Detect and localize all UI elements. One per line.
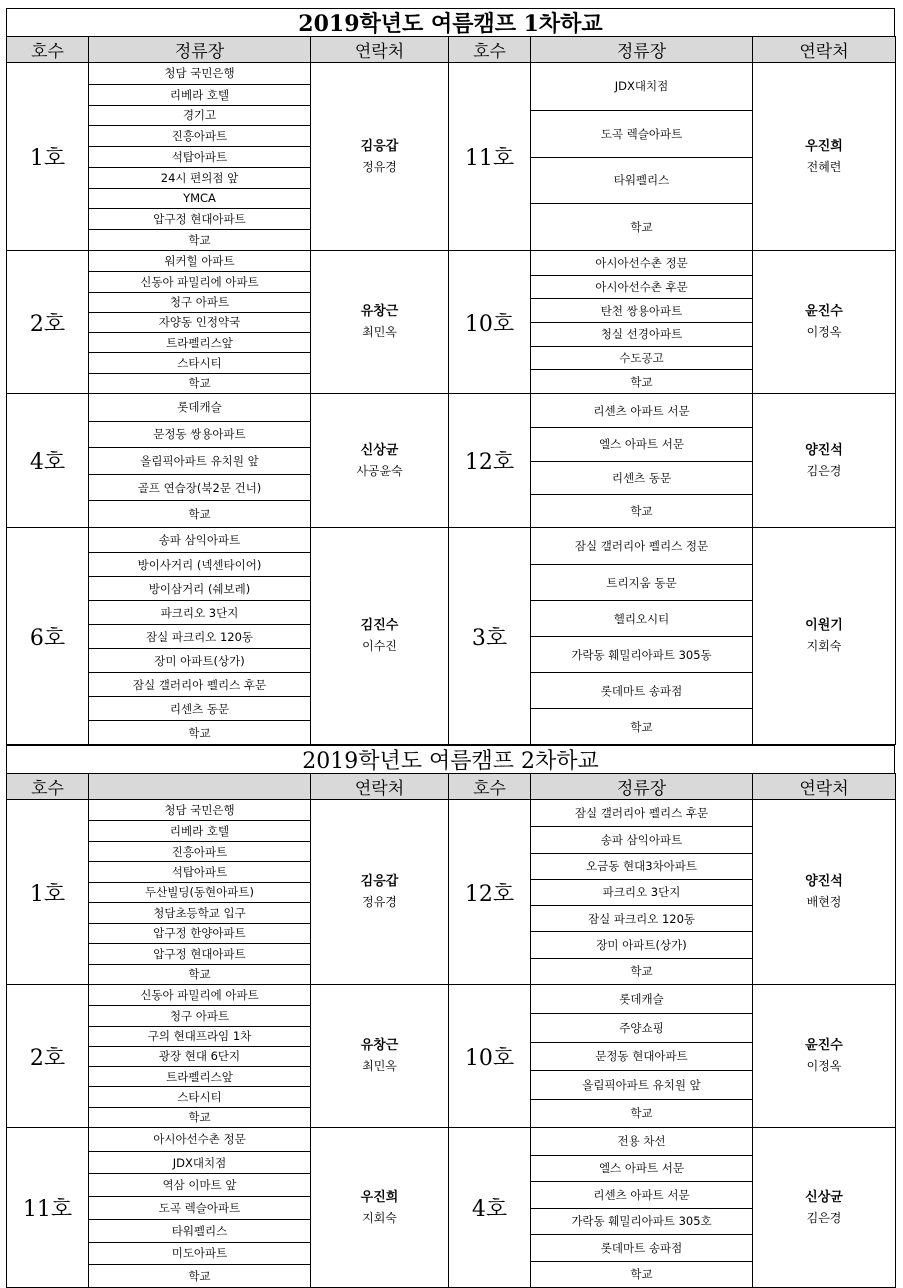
stop-item: 학교	[89, 720, 310, 744]
stop-item: 자양동 인정약국	[89, 312, 310, 332]
stop-item: 스타시티	[89, 1086, 310, 1106]
stop-item: 학교	[89, 373, 310, 393]
contact-sub-name: 이수진	[362, 639, 397, 653]
contact-cell	[753, 528, 896, 745]
header-stops: 정류장	[531, 37, 753, 63]
bus-number: 1호	[7, 800, 89, 985]
stop-item: 청실 선경아파트	[531, 322, 752, 346]
stop-item: 방이사거리 (넥센타이어)	[89, 552, 310, 576]
stop-list	[89, 800, 311, 985]
header-bus: 호수	[449, 774, 531, 800]
stop-item: 학교	[531, 958, 752, 984]
contact-name: 신상균	[805, 1189, 843, 1205]
stop-item: 청담 국민은행	[164, 66, 235, 81]
stop-item: 압구정 한양아파트	[89, 923, 310, 943]
stop-item: 광장 현대 6단지	[89, 1046, 310, 1066]
bus-number: 12호	[449, 394, 531, 528]
stop-item: 신동아 파밀리에 아파트	[89, 271, 310, 291]
stop-item: 석탑아파트	[89, 861, 310, 881]
section-1-header-row	[7, 37, 896, 63]
stop-item: 도곡 렉슬아파트	[531, 110, 752, 157]
contact-name: 윤진수	[805, 304, 843, 319]
stop-item: 트라펠리스앞	[89, 1066, 310, 1086]
contact-cell	[311, 1128, 449, 1288]
contact-sub-name: 정유경	[362, 159, 397, 174]
stop-item: 엘스 아파트 서문	[531, 427, 752, 460]
stop-item: 두산빌딩(동현아파트)	[89, 882, 310, 902]
stop-item: 학교	[531, 203, 752, 250]
header-stops	[89, 774, 311, 800]
stop-item: 골프 연습장(북2문 건너)	[89, 474, 310, 501]
contact-cell	[753, 394, 896, 528]
stop-item: 롯데마트 송파점	[531, 672, 752, 708]
stop-item: 리센츠 아파트 서문	[593, 403, 690, 418]
contact-name: 윤진수	[805, 1038, 843, 1053]
stop-item: 올림픽아파트 유치원 앞	[89, 447, 310, 474]
bus-number: 11호	[7, 1128, 89, 1288]
stop-item: JDX대치점	[614, 79, 669, 94]
contact-name: 신상균	[360, 442, 399, 458]
stop-item: 구의 현대프라임 1차	[89, 1026, 310, 1046]
section-1-title: 2019학년도 여름캠프 1차하교	[6, 8, 895, 36]
contact-cell	[753, 251, 896, 394]
bus-number: 3호	[449, 528, 531, 745]
stop-item: 방이삼거리 (쉐보레)	[89, 576, 310, 600]
contact-cell	[311, 251, 449, 394]
header-contact: 연락처	[753, 37, 896, 63]
stop-item: 송파 삼익아파트	[531, 826, 752, 852]
contact-sub-name: 사공윤숙	[356, 463, 403, 478]
contact-cell	[311, 800, 449, 985]
stop-item: 24시 편의점 앞	[89, 167, 310, 188]
contact-cell	[311, 63, 449, 251]
bus-number: 4호	[449, 1128, 531, 1288]
stop-item: 워커힐 아파트	[164, 254, 235, 269]
stop-item: 롯데캐슬	[619, 992, 664, 1007]
bus-number: 1호	[7, 63, 89, 251]
stop-item: 전용 차선	[617, 1134, 666, 1149]
stop-item: 장미 아파트(상가)	[531, 931, 752, 957]
header-bus: 호수	[7, 37, 89, 63]
route-row	[7, 394, 896, 528]
stop-item: 주양쇼핑	[531, 1013, 752, 1041]
header-bus: 호수	[7, 774, 89, 800]
stop-list	[531, 251, 753, 394]
contact-name: 김진수	[360, 618, 399, 633]
stop-list	[89, 528, 311, 745]
section-2-header-row	[7, 774, 896, 800]
stop-item: 수도공고	[531, 346, 752, 370]
contact-name: 양진석	[805, 442, 843, 458]
contact-sub-name: 김은경	[806, 1210, 842, 1225]
stop-item: 가락동 훼밀리아파트 305동	[531, 636, 752, 672]
stop-item: 청담초등학교 입구	[89, 902, 310, 922]
stop-item: 학교	[531, 708, 752, 744]
stop-item: 탄천 쌍용아파트	[531, 298, 752, 322]
stop-item: 트리지움 동문	[531, 564, 752, 600]
stop-item: 롯데캐슬	[177, 400, 222, 415]
contact-cell	[311, 394, 449, 528]
route-row	[7, 251, 896, 394]
stop-list	[89, 1128, 311, 1288]
contact-name: 우진희	[360, 1189, 399, 1205]
bus-number: 10호	[449, 251, 531, 394]
stop-list	[531, 528, 753, 745]
stop-item: 학교	[89, 229, 310, 250]
stop-item: 청구 아파트	[89, 292, 310, 312]
stop-list	[89, 394, 311, 528]
stop-list	[89, 985, 311, 1128]
stop-item: 리센츠 동문	[531, 461, 752, 494]
contact-cell	[311, 528, 449, 745]
section-2-table	[6, 773, 896, 1288]
stop-list	[531, 985, 753, 1128]
bus-number: 11호	[449, 63, 531, 251]
contact-sub-name: 정유경	[362, 895, 397, 909]
stop-list	[531, 63, 753, 251]
document	[6, 8, 895, 1288]
stop-item: 문정동 쌍용아파트	[89, 421, 310, 448]
stop-item: 압구정 현대아파트	[89, 943, 310, 963]
route-row	[7, 1128, 896, 1288]
stop-item: 잠실 갤러리아 펠리스 정문	[574, 539, 709, 553]
stop-item: 청담 국민은행	[164, 803, 235, 818]
stop-item: 파크리오 3단지	[89, 600, 310, 624]
stop-item: 아시아선수촌 후문	[531, 275, 752, 299]
route-row	[7, 800, 896, 985]
bus-number: 2호	[7, 251, 89, 394]
contact-cell	[311, 985, 449, 1128]
stop-item: 아시아선수촌 정문	[153, 1132, 246, 1147]
stop-item: 경기고	[89, 105, 310, 126]
stop-item: 학교	[531, 1261, 752, 1288]
stop-item: 잠실 파크리오 120동	[531, 905, 752, 931]
bus-number: 2호	[7, 985, 89, 1128]
stop-item: 트라펠리스앞	[89, 332, 310, 352]
stop-item: 장미 아파트(상가)	[89, 648, 310, 672]
stop-item: 롯데마트 송파점	[531, 1234, 752, 1261]
contact-name: 유창근	[360, 1038, 399, 1053]
stop-list	[531, 800, 753, 985]
contact-name: 김응갑	[360, 874, 399, 889]
stop-item: 잠실 갤러리아 펠리스 후문	[89, 672, 310, 696]
stop-item: 리베라 호텔	[89, 84, 310, 105]
bus-number: 6호	[7, 528, 89, 745]
stop-item: 진흥아파트	[89, 841, 310, 861]
contact-sub-name: 전혜련	[806, 159, 842, 174]
contact-name: 우진희	[805, 138, 843, 154]
stop-item: 학교	[531, 1099, 752, 1127]
header-contact: 연락처	[311, 37, 449, 63]
stop-item: 파크리오 3단지	[531, 879, 752, 905]
contact-cell	[753, 1128, 896, 1288]
stop-item: 미도아파트	[89, 1242, 310, 1265]
contact-sub-name: 지회숙	[362, 1210, 397, 1225]
stop-item: 역삼 이마트 앞	[89, 1173, 310, 1196]
stop-item: 학교	[89, 500, 310, 527]
header-bus: 호수	[449, 37, 531, 63]
stop-item: 올림픽아파트 유치원 앞	[531, 1070, 752, 1098]
stop-item: 리베라 호텔	[89, 820, 310, 840]
stop-item: 잠실 파크리오 120동	[89, 624, 310, 648]
stop-item: 학교	[89, 1107, 310, 1127]
stop-item: 학교	[531, 369, 752, 393]
stop-item: 압구정 현대아파트	[89, 208, 310, 229]
contact-cell	[753, 63, 896, 251]
stop-item: 석탑아파트	[89, 146, 310, 167]
contact-sub-name: 최민옥	[362, 1059, 397, 1073]
stop-item: 엘스 아파트 서문	[531, 1155, 752, 1182]
stop-item: 송파 삼익아파트	[158, 533, 241, 547]
contact-name: 김응갑	[360, 138, 399, 154]
stop-item: 가락동 훼밀리아파트 305호	[531, 1208, 752, 1235]
contact-cell	[753, 800, 896, 985]
route-row	[7, 528, 896, 745]
bus-number: 10호	[449, 985, 531, 1128]
contact-sub-name: 이정옥	[806, 325, 842, 339]
bus-number: 12호	[449, 800, 531, 985]
stop-item: 진흥아파트	[89, 125, 310, 146]
header-contact: 연락처	[311, 774, 449, 800]
contact-sub-name: 최민옥	[362, 325, 397, 339]
stop-item: JDX대치점	[89, 1151, 310, 1174]
stop-list	[89, 63, 311, 251]
contact-name: 양진석	[805, 874, 843, 889]
stop-list	[531, 1128, 753, 1288]
route-row	[7, 985, 896, 1128]
stop-item: 타워펠리스	[89, 1219, 310, 1242]
stop-item: 스타시티	[89, 352, 310, 372]
stop-item: 학교	[89, 1264, 310, 1287]
header-stops: 정류장	[89, 37, 311, 63]
header-stops: 정류장	[531, 774, 753, 800]
stop-item: 리센츠 아파트 서문	[531, 1181, 752, 1208]
stop-item: 문정동 현대아파트	[531, 1042, 752, 1070]
contact-sub-name: 지회숙	[806, 639, 842, 653]
stop-item: 타워펠리스	[531, 157, 752, 204]
stop-item: 헬리오시티	[531, 600, 752, 636]
contact-cell	[753, 985, 896, 1128]
route-row	[7, 63, 896, 251]
stop-item: 신동아 파밀리에 아파트	[140, 988, 259, 1003]
stop-item: YMCA	[89, 188, 310, 209]
section-1-table	[6, 36, 896, 745]
stop-item: 잠실 갤러리아 펠리스 후문	[574, 806, 709, 821]
contact-name: 유창근	[360, 304, 399, 319]
stop-item: 아시아선수촌 정문	[595, 255, 688, 270]
stop-item: 리센츠 동문	[89, 696, 310, 720]
stop-list	[89, 251, 311, 394]
stop-item: 청구 아파트	[89, 1005, 310, 1025]
stop-list	[531, 394, 753, 528]
section-2-title: 2019학년도 여름캠프 2차하교	[6, 745, 895, 773]
stop-item: 오금동 현대3차아파트	[531, 853, 752, 879]
bus-number: 4호	[7, 394, 89, 528]
contact-sub-name: 배현정	[806, 895, 842, 909]
contact-sub-name: 김은경	[806, 463, 842, 478]
contact-name: 이원기	[805, 618, 843, 633]
contact-sub-name: 이정옥	[806, 1059, 842, 1073]
stop-item: 학교	[89, 964, 310, 984]
stop-item: 학교	[531, 494, 752, 527]
header-contact: 연락처	[753, 774, 896, 800]
stop-item: 도곡 렉슬아파트	[89, 1196, 310, 1219]
